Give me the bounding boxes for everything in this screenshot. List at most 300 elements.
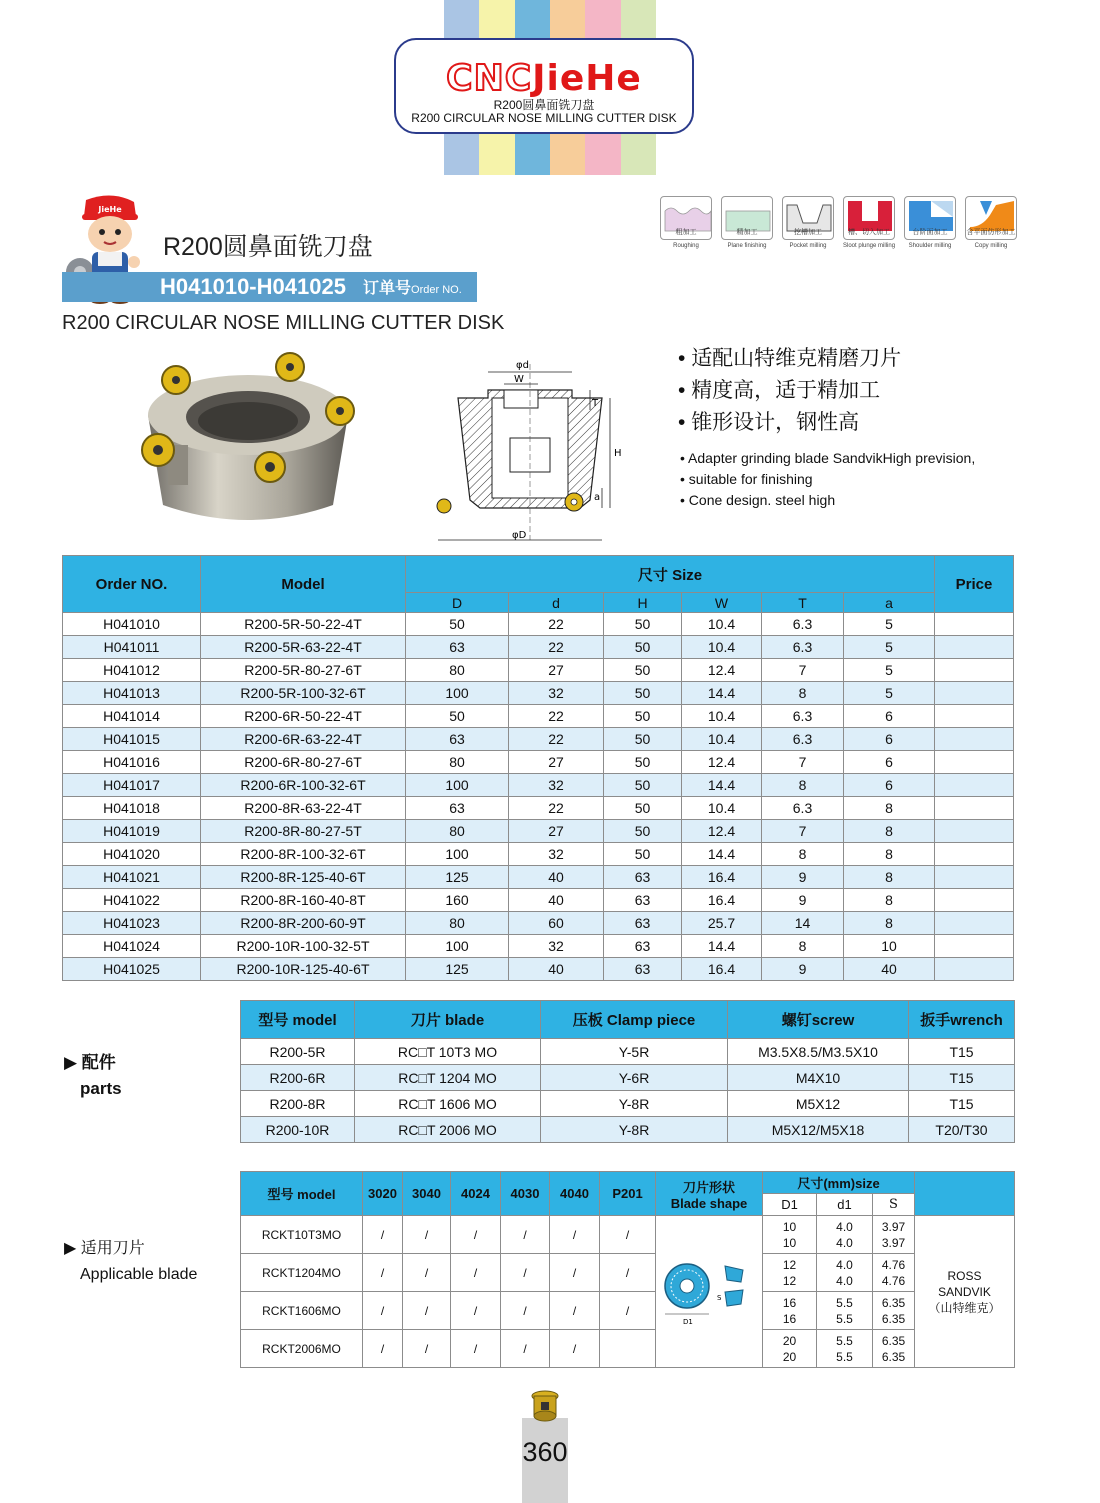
blade-grade: / [501,1330,550,1368]
process-en: Pocket milling [789,243,827,249]
cell-D: 100 [406,935,509,958]
parts-cell: Y-8R [541,1091,728,1117]
features-en [680,448,975,511]
feature-text: 锥形设计，钢性高 [691,411,860,434]
feature-item: • Cone design. steel high [680,492,836,508]
parts-cell: RC□T 2006 MO [355,1117,541,1143]
blade-grade: / [550,1330,600,1368]
cell-price [935,820,1014,843]
cell-model: R200-8R-100-32-6T [201,843,406,866]
blade-header-model: 型号 model [241,1172,363,1216]
order-range: H041010-H041025 [160,274,346,299]
blade-table [240,1171,1015,1368]
table-row [241,1039,1015,1065]
blade-grade [600,1330,656,1368]
blade-size-d1 [763,1254,817,1292]
blade-grade: / [501,1292,550,1330]
cell-price [935,912,1014,935]
cell-H: 63 [604,912,682,935]
size-value: 6.35 [881,1295,906,1310]
header-size: 尺寸 Size [406,556,935,593]
cell-order: H041015 [63,728,201,751]
blade-header-d1: d1 [817,1194,873,1216]
cell-order: H041020 [63,843,201,866]
size-value: 5.5 [836,1349,853,1364]
size-value: 6.35 [881,1311,906,1326]
cell-price [935,636,1014,659]
process-en: Roughing [673,243,699,249]
cell-model: R200-6R-80-27-6T [201,751,406,774]
blade-grade: / [550,1292,600,1330]
parts-header: 螺钉screw [728,1001,909,1039]
table-row [63,912,1014,935]
cell-D: 80 [406,659,509,682]
table-row [241,1254,1015,1292]
cell-T: 6.3 [762,728,844,751]
process-en: Plane finishing [727,243,767,249]
cell-price [935,958,1014,981]
cell-W: 14.4 [682,935,762,958]
size-value: 12 [782,1273,797,1288]
header-a: a [844,593,935,613]
table-row [241,1065,1015,1091]
table-row [63,935,1014,958]
cell-d: 22 [509,636,604,659]
cell-a: 8 [844,820,935,843]
parts-cell: Y-6R [541,1065,728,1091]
table-row [241,1091,1015,1117]
cell-H: 50 [604,820,682,843]
shape-d1-label: D1 [683,1318,693,1326]
order-label-cn: 订单号 [363,280,412,297]
blade-size-d1 [817,1292,873,1330]
features-cn [678,343,901,439]
size-value: 20 [782,1333,797,1348]
blade-size-d1 [817,1254,873,1292]
cell-W: 10.4 [682,797,762,820]
table-row [63,889,1014,912]
size-value: 12 [782,1257,797,1272]
cell-d: 40 [509,866,604,889]
dim-a-label: a [594,492,601,503]
blade-grade: / [501,1254,550,1292]
feature-item: • 精度高，适于精加工 [678,379,881,402]
blade-header-shape [656,1172,763,1216]
table-row [63,843,1014,866]
blade-size-s [873,1254,915,1292]
cell-T: 9 [762,866,844,889]
parts-cell: RC□T 1606 MO [355,1091,541,1117]
blade-shape-cn: 刀片形状 [682,1179,735,1195]
blade-grade: / [600,1292,656,1330]
cell-a: 6 [844,728,935,751]
cell-price [935,751,1014,774]
cell-W: 25.7 [682,912,762,935]
blade-grade: / [363,1292,403,1330]
process-cn: 精加工 [736,229,758,236]
cell-W: 12.4 [682,820,762,843]
cell-T: 14 [762,912,844,935]
cell-D: 63 [406,797,509,820]
blade-header-grade: 4040 [550,1172,600,1216]
cell-H: 50 [604,797,682,820]
cell-order: H041019 [63,820,201,843]
cell-model: R200-10R-125-40-6T [201,958,406,981]
cell-H: 50 [604,682,682,705]
cell-price [935,659,1014,682]
cell-price [935,613,1014,636]
blade-size-d1 [817,1216,873,1254]
shoulder-milling-icon [904,196,956,240]
feature-text: Cone design. steel high [688,492,836,508]
header-T: T [762,593,844,613]
cell-W: 16.4 [682,866,762,889]
cell-model: R200-8R-125-40-6T [201,866,406,889]
technical-drawing [430,350,630,546]
feature-item: • 锥形设计，钢性高 [678,411,860,434]
cell-d: 22 [509,613,604,636]
cell-a: 8 [844,843,935,866]
size-value: 5.5 [836,1333,853,1348]
cell-order: H041017 [63,774,201,797]
size-value: 3.97 [881,1235,906,1250]
cell-W: 16.4 [682,958,762,981]
cell-d: 60 [509,912,604,935]
dim-D-label: φD [512,530,527,541]
cell-W: 12.4 [682,659,762,682]
cell-model: R200-5R-100-32-6T [201,682,406,705]
cell-model: R200-8R-160-40-8T [201,889,406,912]
dim-w-label: W [514,374,524,385]
cell-d: 22 [509,705,604,728]
blade-grade: / [550,1254,600,1292]
cell-order: H041011 [63,636,201,659]
cell-D: 63 [406,728,509,751]
cutter-disk-photo [128,345,368,535]
parts-label-en: parts [80,1079,122,1098]
blade-grade: / [363,1216,403,1254]
process-plane-finishing [721,196,773,250]
cell-d: 32 [509,935,604,958]
process-icons [660,196,1017,250]
order-label [363,279,462,300]
blade-grade: / [451,1292,501,1330]
cell-model: R200-5R-80-27-6T [201,659,406,682]
blade-model: RCKT1606MO [241,1292,363,1330]
blade-size-d1 [763,1330,817,1368]
slot-plunge-icon [843,196,895,240]
parts-label-cn: ▶ 配件 [64,1053,116,1072]
cell-model: R200-6R-63-22-4T [201,728,406,751]
blade-size-s [873,1330,915,1368]
blade-grade: / [363,1254,403,1292]
blade-maker [915,1216,1015,1368]
blade-shape-illustration [656,1216,763,1368]
process-slot-plunge [843,196,895,250]
cell-H: 50 [604,636,682,659]
cell-H: 50 [604,659,682,682]
header-model: Model [201,556,406,613]
blade-table-body [241,1216,1015,1368]
cell-price [935,889,1014,912]
cell-d: 27 [509,659,604,682]
table-row [63,958,1014,981]
cell-a: 8 [844,889,935,912]
blade-grade: / [451,1216,501,1254]
parts-label [64,1050,122,1102]
table-row [63,613,1014,636]
parts-cell: RC□T 10T3 MO [355,1039,541,1065]
table-row [63,636,1014,659]
cell-D: 100 [406,774,509,797]
table-row [63,797,1014,820]
blade-grade: / [451,1330,501,1368]
size-value: 10 [782,1235,797,1250]
blade-model: RCKT2006MO [241,1330,363,1368]
blade-grade: / [403,1254,451,1292]
blade-header-grade: 3040 [403,1172,451,1216]
cell-a: 10 [844,935,935,958]
cell-W: 14.4 [682,843,762,866]
table-row [63,774,1014,797]
blade-label [64,1236,197,1288]
brand-name: JieHe [532,58,642,99]
cell-price [935,774,1014,797]
cell-model: R200-8R-200-60-9T [201,912,406,935]
parts-cell: T15 [909,1091,1015,1117]
cell-model: R200-10R-100-32-5T [201,935,406,958]
blade-header-maker [915,1172,1015,1216]
blade-label-cn-text: 适用刀片 [80,1240,145,1257]
feature-item: • Adapter grinding blade SandvikHigh prevision, [680,450,976,466]
dim-H-label: H [614,448,622,459]
cell-d: 32 [509,843,604,866]
blade-header-size: 尺寸(mm)size [763,1172,915,1194]
cell-order: H041025 [63,958,201,981]
cell-model: R200-5R-63-22-4T [201,636,406,659]
blade-model: RCKT10T3MO [241,1216,363,1254]
blade-grade: / [403,1330,451,1368]
cell-H: 63 [604,866,682,889]
cell-d: 27 [509,751,604,774]
table-row [63,728,1014,751]
cell-H: 50 [604,705,682,728]
cell-model: R200-8R-80-27-5T [201,820,406,843]
blade-header-grade: 4030 [501,1172,550,1216]
cell-order: H041023 [63,912,201,935]
cell-order: H041016 [63,751,201,774]
blade-size-d1 [763,1216,817,1254]
brand-logo [396,60,692,98]
size-value: 5.5 [836,1311,853,1326]
table-row [63,682,1014,705]
maker-line: SANDVIK [938,1284,991,1299]
cell-d: 27 [509,820,604,843]
cell-T: 6.3 [762,636,844,659]
brand-cnc: CNC [446,58,533,99]
cell-order: H041021 [63,866,201,889]
cell-T: 7 [762,659,844,682]
cell-W: 10.4 [682,728,762,751]
cell-T: 8 [762,682,844,705]
table-row [241,1216,1015,1254]
cell-price [935,728,1014,751]
cell-price [935,866,1014,889]
blade-model: RCKT1204MO [241,1254,363,1292]
cell-H: 50 [604,774,682,797]
cell-a: 5 [844,613,935,636]
page-number: 360 [522,1437,568,1467]
parts-table-body [241,1039,1015,1143]
table-row [63,751,1014,774]
process-en: Copy milling [974,243,1008,249]
cell-order: H041024 [63,935,201,958]
cell-D: 80 [406,751,509,774]
parts-cell: R200-8R [241,1091,355,1117]
cell-H: 63 [604,889,682,912]
cell-model: R200-6R-50-22-4T [201,705,406,728]
blade-header-D1: D1 [763,1194,817,1216]
cell-H: 50 [604,613,682,636]
main-table-body [63,613,1014,981]
blade-size-s [873,1292,915,1330]
process-cn: 粗加工 [675,229,697,236]
size-value: 4.0 [836,1273,853,1288]
blade-grade: / [600,1216,656,1254]
header-W: W [682,593,762,613]
table-row [241,1330,1015,1368]
header-d: d [509,593,604,613]
cell-H: 50 [604,751,682,774]
process-pocket-milling [782,196,834,250]
cell-W: 14.4 [682,774,762,797]
cell-T: 9 [762,889,844,912]
blade-grade: / [403,1216,451,1254]
cell-d: 40 [509,889,604,912]
table-row [241,1292,1015,1330]
cell-D: 63 [406,636,509,659]
cell-order: H041013 [63,682,201,705]
cell-price [935,682,1014,705]
product-title-en: R200 CIRCULAR NOSE MILLING CUTTER DISK [62,312,505,334]
parts-cell: M5X12 [728,1091,909,1117]
cell-model: R200-6R-100-32-6T [201,774,406,797]
blade-header-grade: 3020 [363,1172,403,1216]
cell-a: 8 [844,797,935,820]
cell-a: 5 [844,659,935,682]
parts-cell: T15 [909,1065,1015,1091]
cell-price [935,797,1014,820]
blade-header-grade: P201 [600,1172,656,1216]
cell-D: 160 [406,889,509,912]
cell-a: 5 [844,636,935,659]
parts-cell: R200-6R [241,1065,355,1091]
cell-order: H041012 [63,659,201,682]
cell-d: 32 [509,774,604,797]
cell-model: R200-8R-63-22-4T [201,797,406,820]
process-cn: 台阶面加工 [912,229,948,236]
cell-D: 125 [406,866,509,889]
parts-cell: T20/T30 [909,1117,1015,1143]
cell-W: 12.4 [682,751,762,774]
cell-D: 100 [406,843,509,866]
size-value: 6.35 [881,1349,906,1364]
cell-W: 10.4 [682,705,762,728]
cell-d: 40 [509,958,604,981]
cell-D: 100 [406,682,509,705]
cell-T: 7 [762,820,844,843]
cell-D: 125 [406,958,509,981]
feature-text: 精度高，适于精加工 [691,379,881,402]
table-row [241,1117,1015,1143]
size-value: 3.97 [881,1219,906,1234]
table-row [63,705,1014,728]
feature-text: suitable for finishing [688,471,813,487]
parts-cell: M5X12/M5X18 [728,1117,909,1143]
cell-a: 6 [844,705,935,728]
header-D: D [406,593,509,613]
cell-H: 50 [604,843,682,866]
table-row [63,866,1014,889]
order-label-en: Order NO. [411,284,462,296]
table-row [63,659,1014,682]
blade-size-d1 [763,1292,817,1330]
main-spec-table [62,555,1014,981]
cell-T: 6.3 [762,705,844,728]
parts-cell: RC□T 1204 MO [355,1065,541,1091]
feature-text: Adapter grinding blade SandvikHigh prevision, [688,450,976,466]
cell-H: 63 [604,958,682,981]
parts-cell: R200-5R [241,1039,355,1065]
parts-cell: T15 [909,1039,1015,1065]
parts-cell: M4X10 [728,1065,909,1091]
cell-a: 5 [844,682,935,705]
mascot-cap-text: JieHe [98,205,122,214]
size-value: 10 [782,1219,797,1234]
blade-size-s [873,1216,915,1254]
header-price: Price [935,556,1014,613]
cell-d: 32 [509,682,604,705]
product-title-cn: R200圆鼻面铣刀盘 [163,233,373,261]
parts-header: 扳手wrench [909,1001,1015,1039]
cell-D: 50 [406,613,509,636]
cell-T: 8 [762,774,844,797]
shape-s-label: S [717,1294,722,1302]
cell-d: 22 [509,728,604,751]
size-value: 5.5 [836,1295,853,1310]
roughing-icon [660,196,712,240]
size-value: 4.0 [836,1219,853,1234]
maker-line: ROSS [947,1268,982,1283]
size-value: 4.76 [881,1257,906,1272]
header-subtitle-cn: R200圆鼻面铣刀盘 [493,98,595,112]
process-cn: 含平面仿形加工 [966,229,1016,236]
blade-size-d1 [817,1330,873,1368]
cell-a: 6 [844,751,935,774]
cell-price [935,705,1014,728]
feature-item: • suitable for finishing [680,471,813,487]
parts-table [240,1000,1015,1143]
table-row [63,820,1014,843]
cell-price [935,843,1014,866]
size-value: 16 [782,1311,797,1326]
header-subtitle-en: R200 CIRCULAR NOSE MILLING CUTTER DISK [411,111,677,125]
cell-a: 40 [844,958,935,981]
blade-grade: / [363,1330,403,1368]
dim-T-label: T [592,398,599,409]
cell-D: 80 [406,820,509,843]
cell-order: H041014 [63,705,201,728]
